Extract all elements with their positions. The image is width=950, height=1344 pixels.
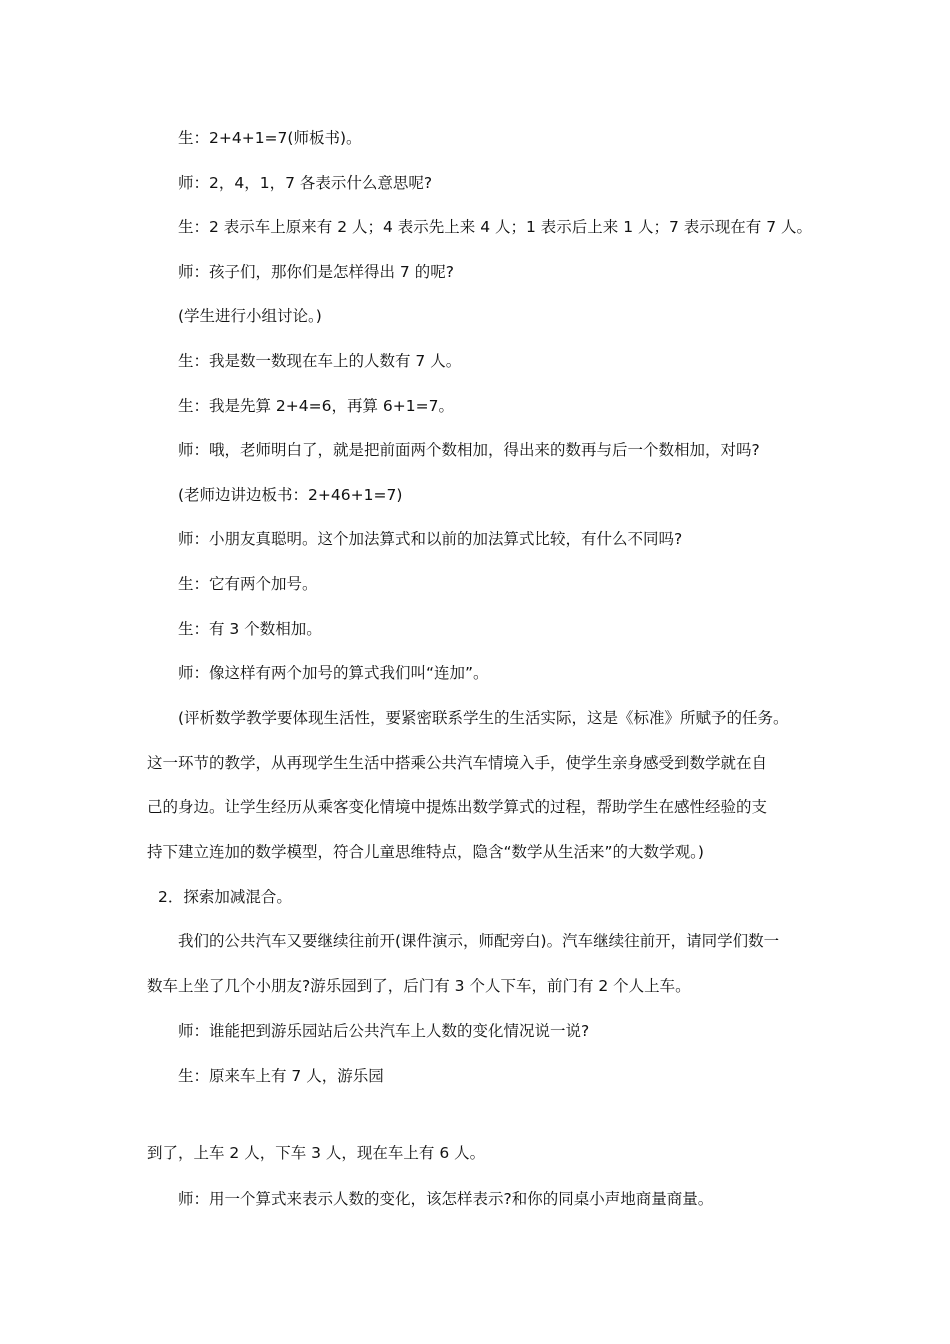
text-line: 师：用一个算式来表示人数的变化，该怎样表示?和你的同桌小声地商量商量。 bbox=[178, 1190, 714, 1208]
text-line: 这一环节的教学，从再现学生生活中搭乘公共汽车情境入手，使学生亲身感受到数学就在自 bbox=[147, 754, 768, 772]
text-line: 生：原来车上有 7 人，游乐园 bbox=[178, 1067, 384, 1085]
section-heading: 2．探索加减混合。 bbox=[158, 888, 292, 906]
text-line: 师：小朋友真聪明。这个加法算式和以前的加法算式比较，有什么不同吗? bbox=[178, 530, 683, 548]
text-line: 师：哦，老师明白了，就是把前面两个数相加，得出来的数再与后一个数相加，对吗? bbox=[178, 441, 760, 459]
text-line: 生：我是数一数现在车上的人数有 7 人。 bbox=[178, 352, 462, 370]
text-line: 我们的公共汽车又要继续往前开(课件演示，师配旁白)。汽车继续往前开，请同学们数一 bbox=[178, 932, 780, 950]
text-line: 师：谁能把到游乐园站后公共汽车上人数的变化情况说一说? bbox=[178, 1022, 590, 1040]
text-line: 持下建立连加的数学模型，符合儿童思维特点，隐含“数学从生活来”的大数学观。) bbox=[147, 843, 704, 861]
text-line: 师：2，4，1，7 各表示什么意思呢? bbox=[178, 174, 433, 192]
text-line: 己的身边。让学生经历从乘客变化情境中提炼出数学算式的过程，帮助学生在感性经验的支 bbox=[147, 798, 768, 816]
text-line: 师：孩子们，那你们是怎样得出 7 的呢? bbox=[178, 263, 454, 281]
text-line: (评析数学教学要体现生活性，要紧密联系学生的生活实际，这是《标准》所赋予的任务。 bbox=[178, 709, 789, 727]
text-line: 师：像这样有两个加号的算式我们叫“连加”。 bbox=[178, 664, 489, 682]
text-line: (学生进行小组讨论。) bbox=[178, 307, 322, 325]
text-line: 生：我是先算 2+4=6，再算 6+1=7。 bbox=[178, 397, 454, 415]
text-line: 生：有 3 个数相加。 bbox=[178, 620, 322, 638]
text-line: 数车上坐了几个小朋友?游乐园到了，后门有 3 个人下车，前门有 2 个人上车。 bbox=[147, 977, 691, 995]
text-line: 到了，上车 2 人，下车 3 人，现在车上有 6 人。 bbox=[147, 1144, 486, 1162]
text-line: 生：它有两个加号。 bbox=[178, 575, 318, 593]
text-line: (老师边讲边板书：2+46+1=7) bbox=[178, 486, 403, 504]
text-line: 生：2+4+1=7(师板书)。 bbox=[178, 129, 362, 147]
text-line: 生：2 表示车上原来有 2 人；4 表示先上来 4 人；1 表示后上来 1 人；7 表示现在有 7 人。 bbox=[178, 218, 813, 236]
